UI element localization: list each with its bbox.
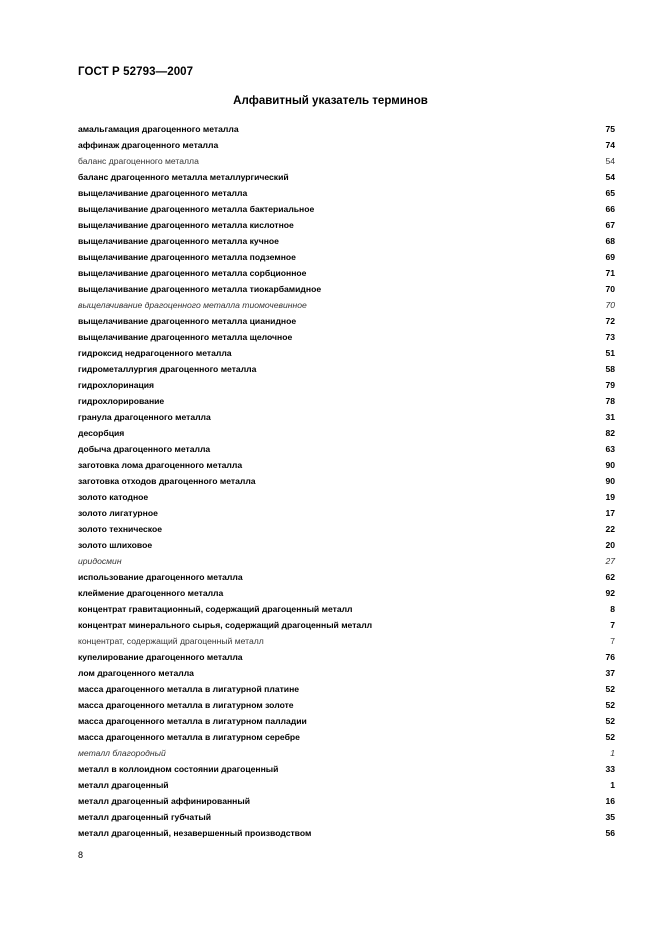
index-term: заготовка отходов драгоценного металла [78,476,256,486]
index-term: выщелачивание драгоценного металла кислотное [78,220,294,230]
index-entry [78,377,615,393]
index-term: выщелачивание драгоценного металла тиокарбамидное [78,284,322,294]
index-term: металл драгоценный [78,780,169,790]
index-entry [78,761,615,777]
index-page-ref: 92 [605,588,615,598]
index-entry [78,569,615,585]
index-page-ref: 37 [605,668,615,678]
index-page-ref: 52 [605,716,615,726]
index-term: баланс драгоценного металла металлургический [78,172,289,182]
index-term: золото катодное [78,492,149,502]
index-entry [78,153,615,169]
index-page-ref: 27 [605,556,615,566]
index-page-ref: 52 [605,732,615,742]
index-entry [78,297,615,313]
index-entry [78,233,615,249]
index-page-ref: 58 [605,364,615,374]
index-page-ref: 90 [605,476,615,486]
index-term: десорбция [78,428,125,438]
index-term: выщелачивание драгоценного металла сорбционное [78,268,307,278]
index-entry [78,409,615,425]
index-term: гидроксид недрагоценного металла [78,348,232,358]
index-entry [78,121,615,137]
index-page-ref: 78 [605,396,615,406]
index-entry [78,393,615,409]
index-term: металл драгоценный губчатый [78,812,212,822]
index-page-ref: 70 [605,300,615,310]
index-term: золото техническое [78,524,162,534]
index-page-ref: 56 [605,828,615,838]
index-entry [78,137,615,153]
index-page-ref: 54 [605,156,615,166]
document-standard-header: ГОСТ Р 52793—2007 [78,66,194,78]
index-entry [78,329,615,345]
index-entry [78,633,615,649]
index-page-ref: 76 [605,652,615,662]
index-term: металл драгоценный, незавершенный производством [78,828,312,838]
index-page-ref: 16 [605,796,615,806]
index-term: амальгамация драгоценного металла [78,124,239,134]
index-entry [78,457,615,473]
index-entry [78,169,615,185]
index-page-ref: 71 [605,268,615,278]
index-term: масса драгоценного металла в лигатурном палладии [78,716,307,726]
index-term: концентрат, содержащий драгоценный металл [78,636,264,646]
index-entry [78,441,615,457]
index-entry [78,505,615,521]
index-page-ref: 65 [605,188,615,198]
index-entry [78,521,615,537]
index-page-ref: 33 [605,764,615,774]
index-page-ref: 75 [605,124,615,134]
index-term: металл драгоценный аффинированный [78,796,250,806]
index-term: золото лигатурное [78,508,158,518]
index-term: баланс драгоценного металла [78,156,199,166]
index-entry [78,537,615,553]
index-term: выщелачивание драгоценного металла бактериальное [78,204,315,214]
index-term: концентрат гравитационный, содержащий драгоценный металл [78,604,353,614]
index-entry [78,809,615,825]
index-entry [78,777,615,793]
index-page-ref: 73 [605,332,615,342]
index-page-ref: 8 [610,604,615,614]
index-term: выщелачивание драгоценного металла подземное [78,252,296,262]
index-page-ref: 1 [610,780,615,790]
index-term: использование драгоценного металла [78,572,243,582]
index-term: добыча драгоценного металла [78,444,211,454]
index-entry [78,185,615,201]
index-entry [78,665,615,681]
index-page-ref: 67 [605,220,615,230]
index-page-ref: 20 [605,540,615,550]
index-entry [78,361,615,377]
index-term: купелирование драгоценного металла [78,652,243,662]
index-page-ref: 22 [605,524,615,534]
term-index-list [78,121,615,841]
index-term: заготовка лома драгоценного металла [78,460,243,470]
index-title: Алфавитный указатель терминов [233,95,428,107]
index-term: масса драгоценного металла в лигатурной платине [78,684,300,694]
index-entry [78,617,615,633]
index-entry [78,217,615,233]
index-page-ref: 35 [605,812,615,822]
index-page-ref: 68 [605,236,615,246]
index-entry [78,281,615,297]
index-term: гранула драгоценного металла [78,412,211,422]
index-term: выщелачивание драгоценного металла тиомочевинное [78,300,307,310]
index-page-ref: 7 [610,636,615,646]
index-term: гидрометаллургия драгоценного металла [78,364,257,374]
index-term: аффинаж драгоценного металла [78,140,219,150]
index-term: выщелачивание драгоценного металла кучное [78,236,279,246]
index-term: выщелачивание драгоценного металла цианидное [78,316,297,326]
index-page-ref: 51 [605,348,615,358]
index-page-ref: 72 [605,316,615,326]
index-entry [78,345,615,361]
index-entry [78,681,615,697]
index-entry [78,697,615,713]
index-term: металл в коллоидном состоянии драгоценный [78,764,279,774]
index-page-ref: 17 [605,508,615,518]
index-page-ref: 74 [605,140,615,150]
index-term: выщелачивание драгоценного металла щелочное [78,332,293,342]
index-page-ref: 70 [605,284,615,294]
index-entry [78,585,615,601]
page-number: 8 [78,850,84,860]
index-term: лом драгоценного металла [78,668,194,678]
index-entry [78,793,615,809]
index-entry [78,249,615,265]
index-term: выщелачивание драгоценного металла [78,188,248,198]
index-entry [78,745,615,761]
index-entry [78,489,615,505]
index-page-ref: 19 [605,492,615,502]
index-entry [78,473,615,489]
index-entry [78,313,615,329]
index-entry [78,601,615,617]
index-entry [78,825,615,841]
index-term: масса драгоценного металла в лигатурном серебре [78,732,300,742]
index-page-ref: 82 [605,428,615,438]
index-page-ref: 79 [605,380,615,390]
index-page-ref: 31 [605,412,615,422]
index-entry [78,729,615,745]
index-entry [78,649,615,665]
index-term: золото шлиховое [78,540,153,550]
index-term: гидрохлорирование [78,396,165,406]
index-term: масса драгоценного металла в лигатурном золоте [78,700,294,710]
index-term: гидрохлоринация [78,380,155,390]
index-page-ref: 52 [605,684,615,694]
index-entry [78,713,615,729]
index-page-ref: 90 [605,460,615,470]
index-entry [78,553,615,569]
index-entry [78,425,615,441]
index-page-ref: 63 [605,444,615,454]
index-page-ref: 62 [605,572,615,582]
index-page-ref: 52 [605,700,615,710]
index-entry [78,201,615,217]
index-page-ref: 66 [605,204,615,214]
index-page-ref: 54 [605,172,615,182]
index-page-ref: 1 [610,748,615,758]
index-term: иридосмин [78,556,122,566]
index-term: концентрат минерального сырья, содержащий драгоценный металл [78,620,373,630]
index-entry [78,265,615,281]
index-term: металл благородный [78,748,166,758]
index-term: клеймение драгоценного металла [78,588,224,598]
index-page-ref: 69 [605,252,615,262]
index-page-ref: 7 [610,620,615,630]
